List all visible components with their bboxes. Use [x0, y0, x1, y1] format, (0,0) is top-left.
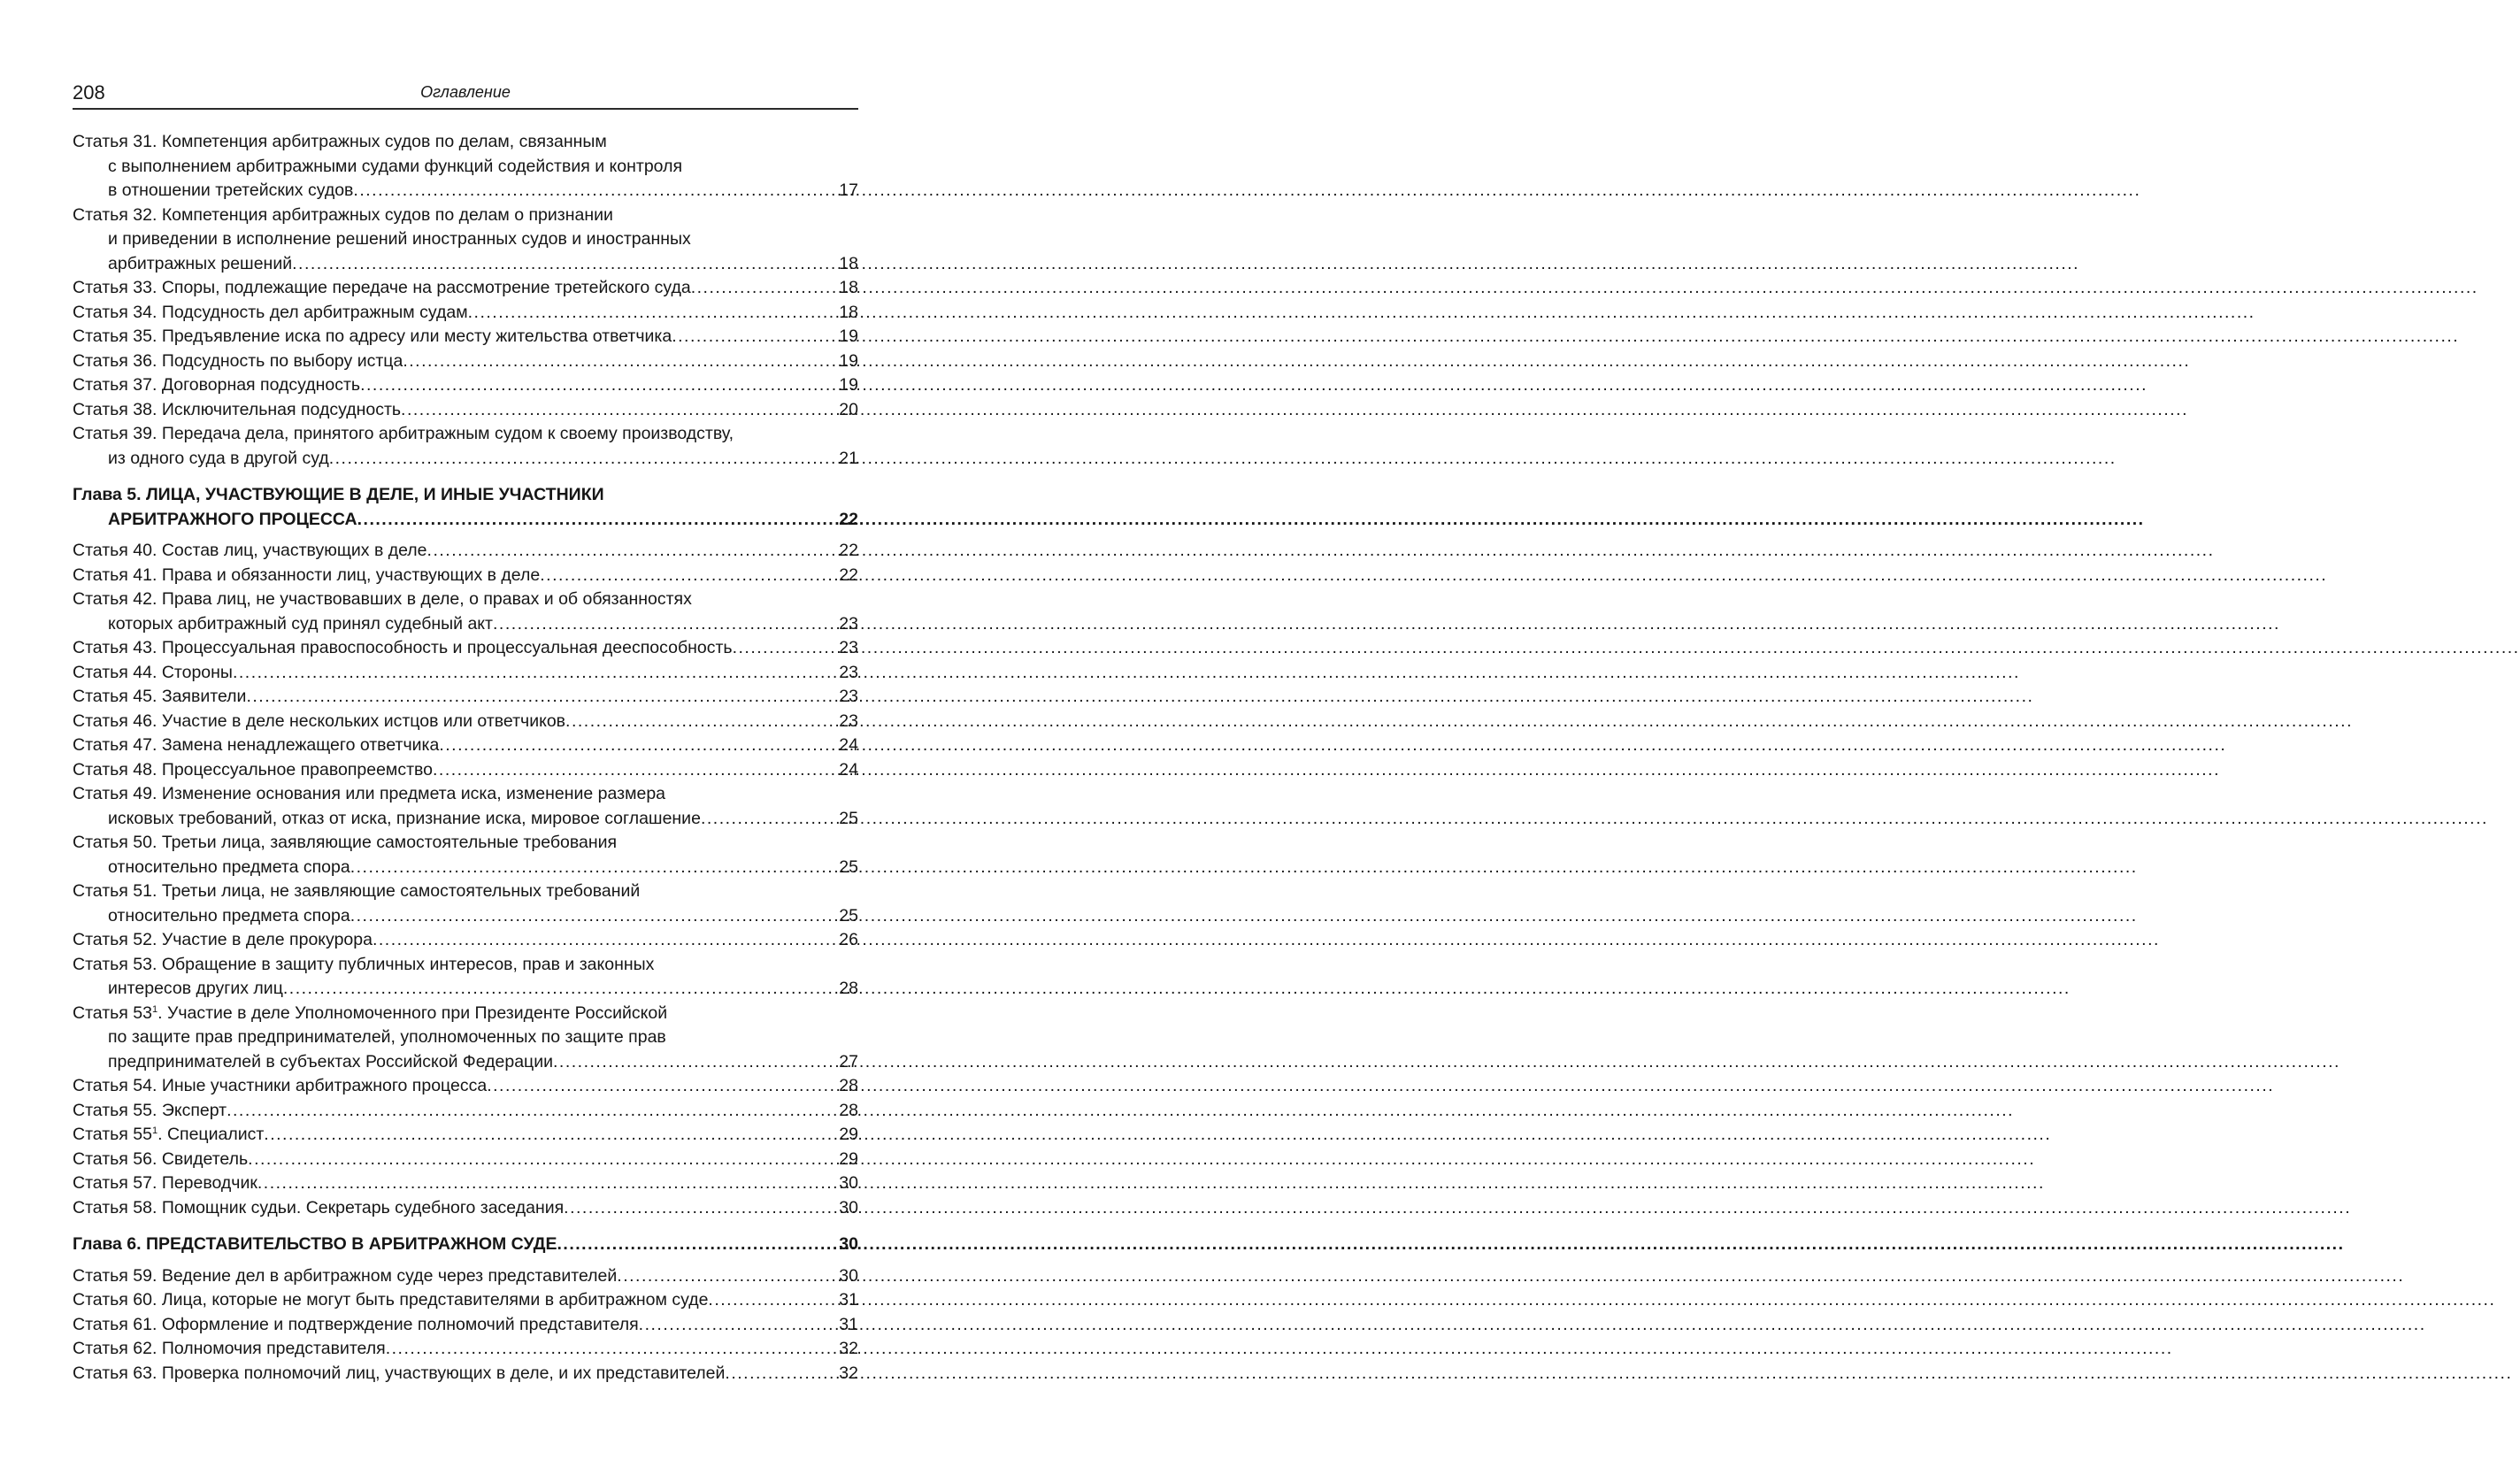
entry-title-line: Процессуальная правоспособность и процессуальная дееспособность: [161, 638, 733, 657]
entry-page-number: 24: [839, 735, 858, 755]
entry-title-line: ПРЕДСТАВИТЕЛЬСТВО В АРБИТРАЖНОМ СУДЕ: [146, 1234, 557, 1254]
entry-number: Статья 62.: [73, 1339, 158, 1358]
toc-entry: [73, 301, 858, 326]
dot-leader: [691, 276, 839, 301]
toc-entry-line: [73, 276, 858, 301]
toc-entry: [73, 1002, 858, 1075]
toc-entry: [73, 661, 858, 686]
toc-entry: [73, 1123, 858, 1148]
entry-page-number: 20: [839, 399, 858, 419]
entry-number: Статья 60.: [73, 1290, 158, 1310]
entry-title-line: интересов других лиц: [108, 979, 283, 998]
toc-entry: [73, 710, 858, 734]
entry-number: Статья 36.: [73, 350, 158, 371]
toc-entry: [73, 953, 858, 1002]
entry-number: Статья 61.: [73, 1314, 158, 1334]
toc-entry-line: [73, 155, 858, 180]
entry-title-line: Ведение дел в арбитражном суде через представителей: [161, 1265, 618, 1286]
dot-leader: [248, 1148, 838, 1172]
entry-title-line: Полномочия представителя: [161, 1339, 386, 1358]
dot-leader: [672, 325, 838, 349]
entry-number: Статья 46.: [73, 710, 158, 731]
superscript-index: 1: [151, 1003, 158, 1015]
entry-number: Статья 47.: [73, 735, 158, 755]
toc-entry: [73, 1264, 858, 1289]
entry-title-line: из одного суда в другой суд: [108, 448, 329, 468]
entry-page-number: 30: [839, 1234, 858, 1254]
entry-title-line: относительно предмета спора: [108, 856, 350, 877]
entry-page-number: 27: [839, 1051, 858, 1071]
toc-entry: [73, 398, 858, 423]
entry-title-line: Споры, подлежащие передаче на рассмотрение третейского суда: [161, 278, 691, 297]
running-header: [73, 81, 858, 110]
entry-page-number: 29: [839, 1148, 858, 1169]
dot-leader: [733, 636, 839, 661]
toc-entry-line: [73, 636, 858, 661]
entry-number: Статья 32.: [73, 204, 158, 225]
toc-entry: [73, 204, 858, 277]
entry-page-number: 28: [839, 979, 858, 998]
entry-number: Статья 63.: [73, 1363, 158, 1383]
entry-number: Статья 51.: [73, 881, 158, 901]
toc-entry-line: [73, 447, 858, 472]
page-number: 208: [73, 81, 105, 104]
dot-leader: [264, 1123, 838, 1148]
entry-page-number: 25: [839, 905, 858, 926]
toc-entry: [73, 758, 858, 783]
toc-entry-line: [73, 1002, 858, 1026]
entry-title-line: Иные участники арбитражного процесса: [161, 1076, 488, 1095]
entry-number: Статья 41.: [73, 565, 158, 585]
entry-page-number: 21: [839, 448, 858, 468]
entry-title-line: Оформление и подтверждение полномочий представителя: [161, 1314, 639, 1334]
toc-entry-line: [73, 373, 858, 398]
dot-leader: [439, 734, 838, 758]
toc-entry-line: [73, 612, 858, 637]
entry-title-line: ЛИЦА, УЧАСТВУЮЩИЕ В ДЕЛЕ, И ИНЫЕ УЧАСТНИКИ: [146, 485, 604, 504]
entry-number: Статья 37.: [73, 375, 158, 395]
entry-number: Статья 57.: [73, 1173, 158, 1193]
entry-title-line: Стороны: [161, 662, 233, 682]
dot-leader: [350, 856, 839, 880]
entry-title-line: Обращение в защиту публичных интересов, прав и законных: [161, 954, 655, 974]
entry-page-number: 23: [839, 638, 858, 657]
toc-entry: [73, 879, 858, 928]
entry-title-line: которых арбитражный суд принял судебный акт: [108, 613, 493, 634]
running-title: Оглавление: [420, 83, 511, 101]
entry-page-number: 31: [839, 1314, 858, 1334]
toc-entry: [73, 1148, 858, 1172]
entry-number: Статья 43.: [73, 638, 158, 657]
entry-title-line: с выполнением арбитражными судами функций содействия и контроля: [108, 156, 683, 176]
toc-entry-line: [73, 539, 858, 564]
entry-page-number: 32: [839, 1339, 858, 1358]
entry-page-number: 19: [839, 350, 858, 371]
toc-entry-line: [73, 588, 858, 612]
toc-entry-line: [73, 710, 858, 734]
entry-title-line: и приведении в исполнение решений иностранных судов и иностранных: [108, 229, 691, 249]
entry-number: Глава 6.: [73, 1234, 142, 1254]
entry-number: Статья 59.: [73, 1265, 158, 1286]
toc-entry-line: [73, 1123, 858, 1148]
dot-leader: [401, 398, 838, 423]
toc-entry: [73, 782, 858, 831]
toc-entry-line: [73, 1025, 858, 1050]
entry-page-number: 23: [839, 662, 858, 682]
entry-number: Статья $55^1$.: [73, 1125, 163, 1144]
entry-title-line: Компетенция арбитражных судов по делам о признании: [161, 204, 613, 225]
toc-entry: [73, 1074, 858, 1099]
entry-title-line: Изменение основания или предмета иска, изменение размера: [161, 784, 666, 803]
toc-entry: [73, 1337, 858, 1362]
entry-number: Статья 45.: [73, 687, 158, 706]
entry-title-line: Свидетель: [161, 1148, 249, 1169]
entry-number: Статья 40.: [73, 541, 158, 560]
toc-entry: [73, 685, 858, 710]
toc-entry-line: [73, 252, 858, 277]
entry-number: Статья 55.: [73, 1100, 158, 1120]
entry-title-line: арбитражных решений: [108, 253, 293, 273]
toc-entry: [73, 349, 858, 374]
dot-leader: [403, 349, 838, 374]
entry-page-number: 23: [839, 687, 858, 706]
entry-page-number: 32: [839, 1363, 858, 1383]
dot-leader: [553, 1050, 838, 1075]
toc-entry-line: [73, 953, 858, 978]
entry-number: Статья $53^1$.: [73, 1002, 163, 1023]
entry-number: Статья 33.: [73, 278, 158, 297]
toc-entry-line: [73, 227, 858, 252]
toc-entry: [73, 1171, 858, 1196]
dot-leader: [360, 373, 838, 398]
dot-leader: [257, 1171, 838, 1196]
toc-entry-line: [73, 1313, 858, 1338]
dot-leader: [433, 758, 838, 783]
toc-entry-line: [73, 977, 858, 1002]
toc-entry-line: [73, 1288, 858, 1313]
toc-entry: [73, 588, 858, 636]
dot-leader: [708, 1288, 838, 1313]
dot-leader: [725, 1362, 838, 1386]
entry-title-line: Исключительная подсудность: [161, 399, 402, 419]
entry-number: Статья 53.: [73, 954, 158, 974]
toc-entry-line: [73, 422, 858, 447]
toc-entry: [73, 831, 858, 879]
dot-leader: [468, 301, 839, 326]
entry-title-line: Проверка полномочий лиц, участвующих в деле, и их представителей: [161, 1363, 726, 1383]
toc-entry-line: [73, 1148, 858, 1172]
toc-entry-line: [73, 782, 858, 807]
toc-chapter: [73, 1233, 858, 1257]
entry-title-line: Права лиц, не участвовавших в деле, о правах и об обязанностях: [161, 589, 692, 609]
entry-page-number: 25: [839, 856, 858, 877]
toc-entry-line: [73, 879, 858, 904]
dot-leader: [427, 539, 839, 564]
toc-entry-line: [73, 325, 858, 349]
toc-entry-line: [73, 1099, 858, 1124]
toc-entry-line: [73, 831, 858, 856]
entry-number: Статья 39.: [73, 424, 158, 443]
toc-entry-line: [73, 734, 858, 758]
entry-title-line: Третьи лица, заявляющие самостоятельные требования: [161, 833, 618, 852]
toc-entry: [73, 928, 858, 953]
dot-leader: [493, 612, 838, 637]
entry-title-line: Подсудность дел арбитражным судам: [161, 302, 468, 322]
entry-page-number: 19: [839, 375, 858, 395]
entry-title-line: Процессуальное правопреемство: [161, 759, 434, 780]
toc-entry-line: [73, 928, 858, 953]
dot-leader: [564, 1196, 838, 1221]
entry-number: Глава 5.: [73, 485, 142, 504]
entry-number: Статья 58.: [73, 1197, 158, 1217]
dot-leader: [639, 1313, 839, 1338]
entry-title-line: Заявители: [161, 687, 247, 706]
entry-page-number: 31: [839, 1290, 858, 1310]
entry-number: Статья 54.: [73, 1076, 158, 1095]
toc-entry-line: [73, 1233, 858, 1257]
entry-title-line: предпринимателей в субъектах Российской Федерации: [108, 1051, 553, 1071]
entry-number: Статья 44.: [73, 662, 158, 682]
toc-entry-line: [73, 1337, 858, 1362]
entry-title-line: Эксперт: [161, 1100, 227, 1120]
entry-title-line: Подсудность по выбору истца: [161, 350, 403, 371]
toc-entry-line: [73, 1196, 858, 1221]
entry-title-line: Замена ненадлежащего ответчика: [161, 735, 440, 755]
toc-entry-line: [73, 1264, 858, 1289]
entry-title-line: в отношении третейских судов: [108, 180, 354, 200]
entry-number: Статья 48.: [73, 759, 158, 780]
book-page: [0, 0, 885, 1467]
dot-leader: [246, 685, 838, 710]
dot-leader: [386, 1337, 839, 1362]
entry-page-number: 18: [839, 253, 858, 273]
entry-title-line: Договорная подсудность: [161, 375, 361, 395]
entry-title-line: Компетенция арбитражных судов по делам, связанным: [161, 132, 607, 151]
entry-title-line: Предъявление иска по адресу или месту жительства ответчика: [161, 326, 672, 346]
entry-title-line: Специалист: [166, 1125, 265, 1144]
entry-title-line: исковых требований, отказ от иска, признание иска, мировое соглашение: [108, 808, 701, 828]
toc-entry: [73, 1362, 858, 1386]
toc-entry: [73, 734, 858, 758]
toc-entry-line: [73, 301, 858, 326]
entry-number: Статья 34.: [73, 302, 158, 322]
entry-number: Статья 38.: [73, 399, 158, 419]
entry-number: Статья 31.: [73, 132, 158, 151]
toc-entry-line: [73, 1362, 858, 1386]
dot-leader: [565, 710, 838, 734]
table-of-contents: [73, 130, 858, 1386]
entry-title-line: Третьи лица, не заявляющие самостоятельных требований: [161, 881, 641, 901]
entry-page-number: 22: [839, 565, 858, 585]
entry-page-number: 23: [839, 613, 858, 634]
entry-page-number: 28: [839, 1076, 858, 1095]
toc-entry: [73, 1196, 858, 1221]
toc-entry: [73, 130, 858, 204]
toc-entry-line: [73, 483, 858, 508]
entry-title-line: Лица, которые не могут быть представителями в арбитражном суде: [161, 1290, 709, 1310]
entry-title-line: АРБИТРАЖНОГО ПРОЦЕССА: [108, 509, 357, 529]
dot-leader: [540, 564, 838, 588]
toc-entry-line: [73, 349, 858, 374]
entry-title-line: Помощник судьи. Секретарь судебного заседания: [161, 1197, 565, 1217]
dot-leader: [487, 1074, 838, 1099]
toc-entry-line: [73, 508, 858, 533]
superscript-index: 1: [151, 1125, 158, 1136]
entry-page-number: 30: [839, 1265, 858, 1286]
toc-entry-line: [73, 1050, 858, 1075]
dot-leader: [227, 1099, 838, 1124]
entry-page-number: 25: [839, 808, 858, 828]
entry-title-line: Участие в деле прокурора: [161, 930, 373, 949]
toc-entry-line: [73, 807, 858, 832]
toc-entry: [73, 1313, 858, 1338]
toc-entry-line: [73, 904, 858, 929]
entry-title-line: Передача дела, принятого арбитражным судом к своему производству,: [161, 424, 734, 443]
toc-entry-line: [73, 179, 858, 204]
entry-page-number: 18: [839, 278, 858, 297]
dot-leader: [283, 977, 838, 1002]
entry-number: Статья 35.: [73, 326, 158, 346]
entry-page-number: 22: [839, 541, 858, 560]
toc-entry-line: [73, 1171, 858, 1196]
entry-number: Статья 42.: [73, 589, 158, 609]
toc-entry: [73, 564, 858, 588]
entry-page-number: 28: [839, 1100, 858, 1120]
toc-entry-line: [73, 1074, 858, 1099]
entry-title-line: Состав лиц, участвующих в деле: [161, 541, 427, 560]
entry-page-number: 19: [839, 326, 858, 346]
toc-chapter: [73, 483, 858, 532]
entry-page-number: 17: [839, 180, 858, 200]
toc-entry-line: [73, 398, 858, 423]
toc-entry-line: [73, 204, 858, 228]
dot-leader: [373, 928, 838, 953]
entry-title-line: Переводчик: [161, 1173, 257, 1193]
entry-title-line: Права и обязанности лиц, участвующих в деле: [161, 565, 541, 585]
toc-entry: [73, 1099, 858, 1124]
entry-number: Статья 52.: [73, 930, 158, 949]
entry-title-line: Участие в деле Уполномоченного при Президенте Российской: [166, 1002, 668, 1023]
dot-leader: [292, 252, 838, 277]
dot-leader: [701, 807, 838, 832]
toc-entry-line: [73, 130, 858, 155]
dot-leader: [350, 904, 839, 929]
dot-leader: [353, 179, 838, 204]
dot-leader: [233, 661, 838, 686]
dot-leader: [617, 1264, 838, 1289]
toc-entry-line: [73, 758, 858, 783]
entry-page-number: 18: [839, 302, 858, 322]
toc-entry-line: [73, 685, 858, 710]
toc-entry: [73, 422, 858, 471]
entry-title-line: по защите прав предпринимателей, уполномоченных по защите прав: [108, 1027, 666, 1047]
dot-leader: [329, 447, 839, 472]
entry-number: Статья 49.: [73, 784, 158, 803]
toc-entry-line: [73, 564, 858, 588]
entry-page-number: 22: [839, 509, 858, 529]
entry-title-line: Участие в деле нескольких истцов или ответчиков: [161, 710, 566, 731]
entry-page-number: 26: [839, 930, 858, 949]
entry-number: Статья 56.: [73, 1148, 158, 1169]
entry-title-line: относительно предмета спора: [108, 905, 350, 926]
dot-leader: [557, 1233, 839, 1257]
toc-entry: [73, 325, 858, 349]
entry-page-number: 30: [839, 1197, 858, 1217]
toc-entry-line: [73, 661, 858, 686]
toc-entry: [73, 539, 858, 564]
toc-entry-line: [73, 856, 858, 880]
entry-page-number: 24: [839, 759, 858, 780]
dot-leader: [357, 508, 839, 533]
entry-page-number: 30: [839, 1173, 858, 1193]
toc-entry: [73, 1288, 858, 1313]
toc-entry: [73, 636, 858, 661]
toc-entry: [73, 373, 858, 398]
entry-page-number: 23: [839, 710, 858, 731]
toc-entry: [73, 276, 858, 301]
entry-page-number: 29: [839, 1125, 858, 1144]
entry-number: Статья 50.: [73, 833, 158, 852]
